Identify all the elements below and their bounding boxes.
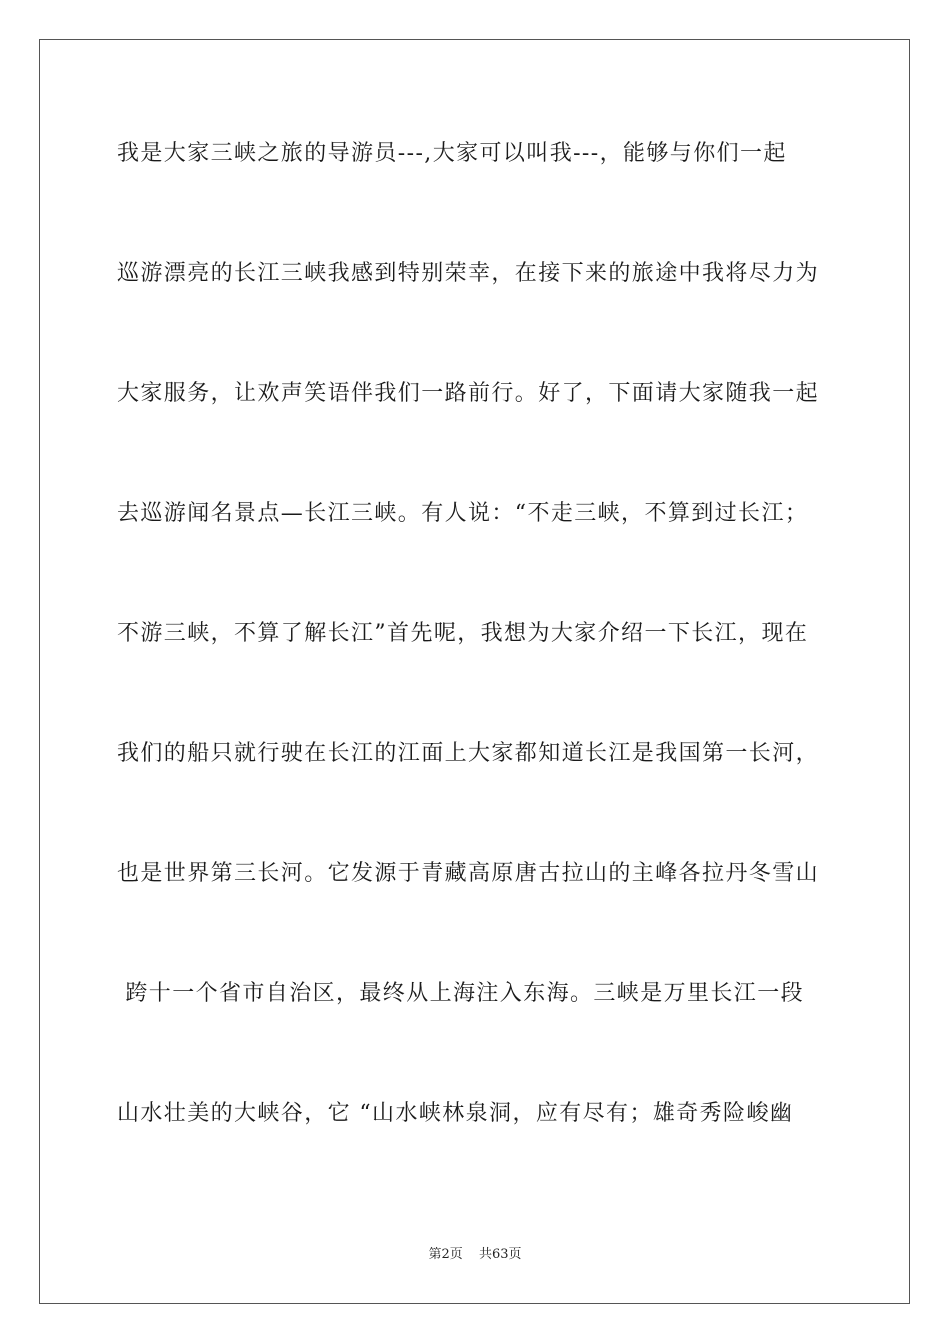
text-line-9: 山水壮美的大峡谷，它 “山水峡林泉洞，应有尽有；雄奇秀险峻幽 xyxy=(117,1101,794,1126)
text-line-5: 不游三峡，不算了解长江”首先呢，我想为大家介绍一下长江，现在 xyxy=(117,621,809,646)
text-line-8: 跨十一个省市自治区，最终从上海注入东海。三峡是万里长江一段 xyxy=(117,981,804,1006)
text-line-7: 也是世界第三长河。它发源于青藏高原唐古拉山的主峰各拉丹冬雪山 xyxy=(117,861,820,886)
text-line-6: 我们的船只就行驶在长江的江面上大家都知道长江是我国第一长河， xyxy=(117,741,820,766)
page-footer xyxy=(0,1243,950,1262)
text-line-4: 去巡游闻名景点—长江三峡。有人说：“不走三峡，不算到过长江； xyxy=(117,501,809,526)
text-line-3: 大家服务，让欢声笑语伴我们一路前行。好了，下面请大家随我一起 xyxy=(117,381,820,406)
page-total: 共63页 xyxy=(478,1247,522,1262)
text-line-2: 巡游漂亮的长江三峡我感到特别荣幸，在接下来的旅途中我将尽力为 xyxy=(117,261,820,286)
page-number: 第2页 xyxy=(428,1247,463,1262)
text-line-1: 我是大家三峡之旅的导游员---,大家可以叫我---，能够与你们一起 xyxy=(117,141,787,166)
